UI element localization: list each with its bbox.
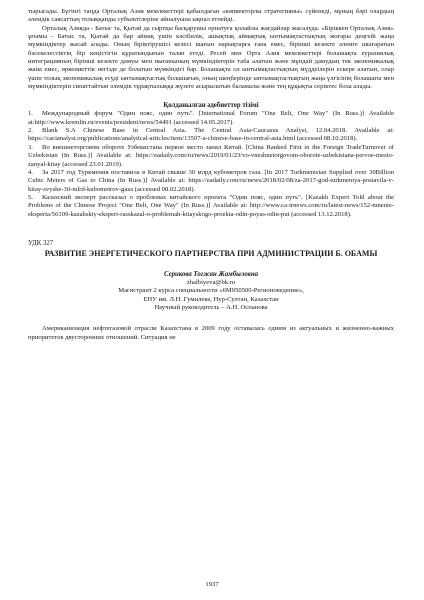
top-paragraph: тырысады. Бүгінгі таңда Орталық Азия мемлекеттері қабылдаған «көпвекторлы стратегияны» сүйенеді, мұның бәрі олардың әлемдік саясаттың толыққанды субъектілеріне айналуына ықпал етпейді. bbox=[28, 8, 394, 24]
reference-text: За 2017 год Туркмения поставила в Китай свыше 30 млрд кубометров газа. [In 2017 Turkmenistan Supplied over 30Billion Cubic Meters of Gas to China (In Russ.)] Available at: https://eadaily.com/ru/news/2018/02/08/za-2017-god-turkmeniya-postavila-v-kitay-svyshe-30-mlrd-kubometrov-gaza (accessed 08.02.2018). bbox=[28, 168, 394, 193]
supervisor-line: Научный руководитель – А.Н. Оспанова bbox=[154, 303, 268, 311]
author-email: zhalbiyeva@bk.ru bbox=[186, 278, 236, 286]
reference-item bbox=[28, 144, 394, 169]
body-paragraph: Орталық Азияда - Батыс та, Қытай да сыртқы басқарушы орнатуға қолайлы жағдайлар жасалуда. «Біріккен Орталық Азия» ұғымы - Батыс та, Қытай да бар аймақ үшін кәсібилік, ашықтық аймақтық ынтымақтастықтың жоғары деңгейі жаңа мүмкіндіктер жасай алады. Оның біріктірушісі келесі шағын нарықтарға ғана емес, бірінші кезекте әлемге шығаратын бәсекелестіктің бір кеңістігін құратындығын талап етеді. Ресей мен Орта Азия мемлекеттері болашақта еуразиялық интеграцияның бірінші кезекте дамуы мен нығаюының мүмкіндіктерін таба алатын және мұндай дамудың тек экономикалық жана емес, өркениеттік негізде де болатын мүмкіндігі бар. Болашақта ол ынтымақтастықтың мүддеілерін ескере алатын, олар үшін толық экономикалық есуді ынтымақтастық болашағын, оның шеңберінде ынтымақтастықтың жаңа үлгісінің болашағы мен мүмкіндіктерін сипаттайтын әлемдік тұрақтылыққа жүзеге асырылатын баламалы және тең құқықты серіктес бола алады. bbox=[28, 24, 394, 91]
page-number: 1937 bbox=[205, 581, 219, 588]
reference-number: 5. bbox=[28, 193, 33, 201]
reference-text: Международный форум "Один пояс, один путь". [International Forum "One Belt, One Way" (In Russ.)] Available at:http://www.kremlin.ru/events/president/news/54491 (accessed 14.05.2017). bbox=[28, 110, 394, 126]
author-affiliation-line: ЕНУ им. Л.Н. Гумилева, Нур-Султан, Казахстан bbox=[143, 295, 279, 303]
reference-item bbox=[28, 127, 394, 144]
reference-number: 2. bbox=[28, 127, 33, 135]
reference-text: Во внешнеторговом обороте Узбекистана первое место занял Китай. [China Ranked First in the Foreign TradeTurnover of Uzbekistan (In Russ.)] Available at: https://eadaily.com/ru/news/2019/01/23/vo-vneshnetorgovom-oborote-uzbekistana-pervoe-mesto-zanyal-kitay (accessed 23.01.2019). bbox=[28, 143, 394, 168]
udk-code: УДК 327 bbox=[28, 239, 54, 247]
reference-text: Казахский эксперт рассказал о проблемах китайского проекта "Один пояс, один путь". [Kazakh Expert Told about the Problems of the Chinese Project "One Belt, One Way" (In Russ.)] Available at: http://www.ca-irnews.com/ru/latest-news/152-mnenie-eksperta/56109-kazahskiy-ekspert-rasskazal-o-problemah-kitayskogo-proekta-odin-poyas-odin-put (accessed 13.12.2018). bbox=[28, 193, 394, 218]
reference-item bbox=[28, 194, 394, 219]
references-title: Қолданылған әдебиеттер тізімі bbox=[163, 102, 259, 110]
reference-number: 3. bbox=[28, 143, 33, 151]
reference-item bbox=[28, 169, 394, 194]
article-title: РАЗВИТИЕ ЭНЕРГЕТИЧЕСКОГО ПАРТНЕРСТВА ПРИ АДМИНИСТРАЦИИ Б. ОБАМЫ bbox=[44, 248, 378, 258]
document-page bbox=[28, 8, 394, 342]
author-name: Серикова Тогжан Жамбыловна bbox=[163, 270, 258, 278]
references-list bbox=[28, 110, 394, 218]
reference-item bbox=[28, 110, 394, 127]
reference-number: 1. bbox=[28, 110, 33, 118]
reference-text: Blank S.A Chinese Base in Central Asia. The Central Asia-Caucasus Analyst, 12.04.2018. Available at: https://cacianalyst.org/publications/analytical-articles/item/13507-a-chinese-base-in-central-asia.html (accessed 08.10.2018). bbox=[28, 127, 394, 143]
reference-number: 4. bbox=[28, 168, 33, 176]
author-affiliation-line: Магистрант 2 курса специальности «6М050500-Регионоведение», bbox=[118, 287, 304, 295]
abstract-paragraph: Американизация нефтегазовой отрасли Казахстана в 2009 году оставалась одним из актуальных и жизненно-важных приоритетов двусторонних отношений. Ситуация не bbox=[28, 325, 394, 341]
